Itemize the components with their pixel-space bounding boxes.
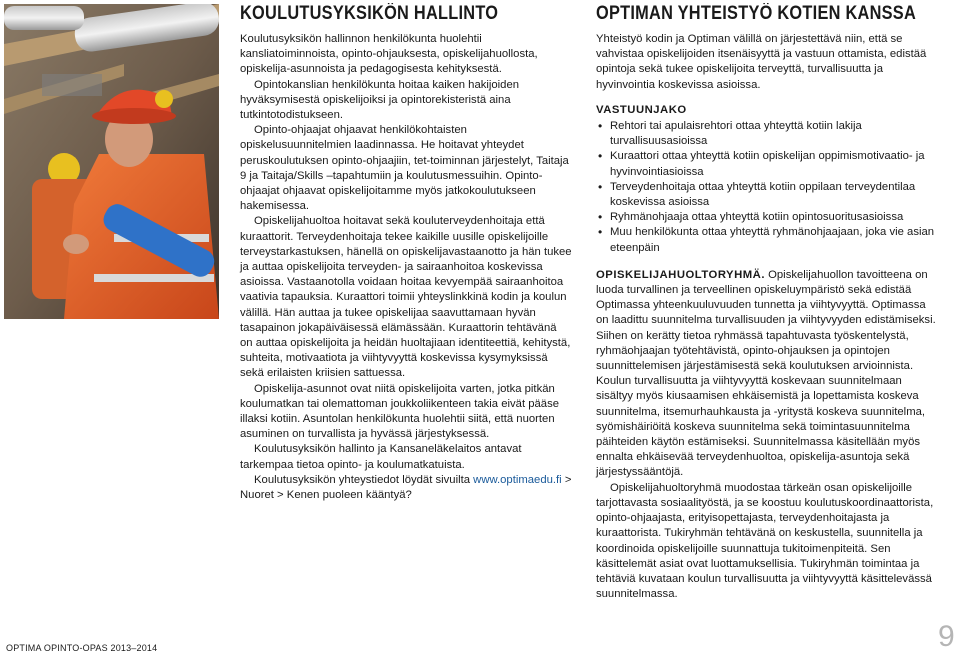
list-item: • Kuraattori ottaa yhteyttä kotiin opiskelijan oppimismotivaatio- ja hyvinvointiasioissa: [596, 149, 936, 179]
workers-photo: [4, 4, 219, 319]
construction-workers-image: [4, 4, 219, 319]
responsibility-subheading: VASTUUNJAKO: [596, 103, 687, 116]
website-link[interactable]: www.optimaedu.fi: [473, 473, 562, 486]
list-item: • Muu henkilökunta ottaa yhteyttä ryhmänohjaajaan, joka vie asian eteenpäin: [596, 225, 936, 255]
counselors-text: He hoitavat yhteydet peruskoulutuksen opinto-ohjaajiin, tet-toiminnan järjestelyt, Taitaja 9 ja Taitaja/Skills –tapahtumiin ja koulutusmessuihin. Opinto-ohjaajat ohjaavat opiskelijoitamme myös jatkokoulutukseen hakemisessa.: [240, 139, 569, 213]
counselors-lead: Opinto-ohjaajat ohjaavat henkilökohtaisten opiskelusuunnitelmien laadinnassa.: [240, 124, 467, 152]
cooperation-heading: OPTIMAN YHTEISTYÖ KOTIEN KANSSA: [596, 3, 917, 24]
welfare-text: Terveydenhoitaja tekee kaikille uusille opiskelijoille terveystarkastuksen, hänellä on opiskelijavastaanotto ja hän tukee ja auttaa opiskelijoita terveyden- ja sairaanhoitoa koskevissa asioissa. Vastaanotolla voidaan hoitaa kevyempää sairaanhoitoa vaativia tapauksia. Kuraattori toimii yhteyslinkkinä kodin ja koulun välillä. Hän auttaa ja tukee opiskelijaa saavuttamaan hyvän tasapainon jokapäiväisessä elämässään. Kuraattorin tehtävänä on auttaa opiskelijoita ja heidän huoltajiaan identiteettiä, kehitystä, suhteita, motivaatiota ja viihtyvyyttä koskevissa kysymyksissä sekä erilaisten kriisien sattuessa.: [240, 230, 572, 380]
cooperation-intro: Yhteistyö kodin ja Optiman välillä on järjestettävä niin, että se vahvistaa opiskelijoiden itsenäisyyttä ja vastuun ottamista, edistää opintoja sekä tukee opiskelijoita terveyttä, turvallisuutta ja hyvinvointia koskevissa asioissa.: [596, 33, 927, 91]
contact-paragraph: [240, 473, 572, 503]
administration-heading: KOULUTUSYKSIKÖN HALLINTO: [240, 3, 499, 24]
responsibility-list: [596, 119, 936, 256]
support-group-paragraph: Opiskelijahuoltoryhmä muodostaa tärkeän osan opiskelijoille tarjottavasta sosiaalityöstä, ja se koostuu koulutuskoordinaattorista, opinto-ohjaajasta, erityisopettajasta, terveydenhoitajasta ja kuraattorista. Tukiryhmän tehtävänä on keskustella, suunnitella ja koordinoida opiskelijoille suunnattuja tukitoimenpiteitä. Sen käsittelemät asiat ovat luottamuksellisia. Tukiryhmän toimintaa ja tehtäviä kuvataan koulun turvallisuutta ja viihtyvyyttä käsittelevässä suunnitelmassa.: [596, 481, 934, 601]
contact-prefix: Koulutusyksikön yhteystiedot löydät sivuilta: [254, 473, 471, 486]
office-paragraph: Opintokanslian henkilökunta hoitaa kaiken hakijoiden hyväksymisestä opiskelijoiksi ja opintorekisteristä aina tutkintotodistukseen.: [240, 78, 520, 122]
list-item: • Terveydenhoitaja ottaa yhteyttä kotiin oppilaan terveydentilaa koskevissa asioissa: [596, 180, 936, 210]
welfare-group-paragraph: [596, 268, 936, 481]
counselors-paragraph: [240, 123, 572, 214]
page-number: 9: [938, 620, 955, 653]
welfare-group-text: Opiskelijahuollon tavoitteena on luoda turvallinen ja terveellinen opiskeluympäristö sekä edistää Optimassa yhteenkuuluvuuden tunnetta ja viihtyvyyttä. Optimassa on laadittu suunnitelma turvallisuuden ja viihtyvyyden edistämiseksi. Siihen on kerätty tietoa ryhmässä tapahtuvasta työskentelystä, ryhmäohjaajan työtehtävistä, opinto-ohjauksen ja opintojen suunnittelemisen järjestämisestä sekä koulutuksen arvioinnista. Koulun turvallisuutta ja viihtyvyyttä koskevaan suunnitelmaan sisältyy myös kiusaamisen ehkäisemistä ja lopettamista koskeva suunnitelma, itsemurhauhkausta ja -yritystä koskeva suunnitelma, syömishäiriöitä koskeva suunnitelma sekä toimintasuunnitelma päihteiden käytön estämiseksi. Suunnitelmassa käsitellään myös ennalta ehkäisevää terveydenhuoltoa, opiskelija-asuntoja sekä järjestyssääntöjä.: [596, 268, 936, 479]
welfare-paragraph: [240, 214, 572, 381]
administration-column: [240, 0, 572, 503]
welfare-group-heading: OPISKELIJAHUOLTORYHMÄ.: [596, 268, 765, 281]
publication-footer: OPTIMA OPINTO-OPAS 2013–2014: [6, 643, 158, 653]
list-item: • Rehtori tai apulaisrehtori ottaa yhteyttä kotiin lakija turvallisuusasioissa: [596, 119, 936, 149]
travel-paragraph: Koulutusyksikön hallinto ja Kansaneläkelaitos antavat tarkempaa tietoa opinto- ja koulumatkatuista.: [240, 443, 522, 471]
housing-paragraph: Opiskelija-asunnot ovat niitä opiskelijoita varten, jotka pitkän koulumatkan tai olemattoman joukkoliikenteen takia eivät pääse illaksi kotiin. Asuntolan henkilökunta huolehtii siitä, että nuorten asuminen on turvallista ja hyvässä järjestyksessä.: [240, 382, 560, 441]
administration-intro: Koulutusyksikön hallinnon henkilökunta huolehtii kansliatoiminnoista, opinto-ohjauksesta, opiskelijahuollosta, opiskelija-asunnoista ja pedagogisesta kehityksestä.: [240, 33, 538, 76]
contact-suffix: > Nuoret > Kenen puoleen kääntyä?: [240, 473, 572, 502]
list-item: • Ryhmänohjaaja ottaa yhteyttä kotiin opintosuoritusasioissa: [596, 210, 936, 225]
welfare-lead: Opiskelijahuoltoa hoitavat sekä kouluterveydenhoitaja että kuraattorit.: [240, 215, 545, 243]
cooperation-column: [596, 0, 936, 602]
